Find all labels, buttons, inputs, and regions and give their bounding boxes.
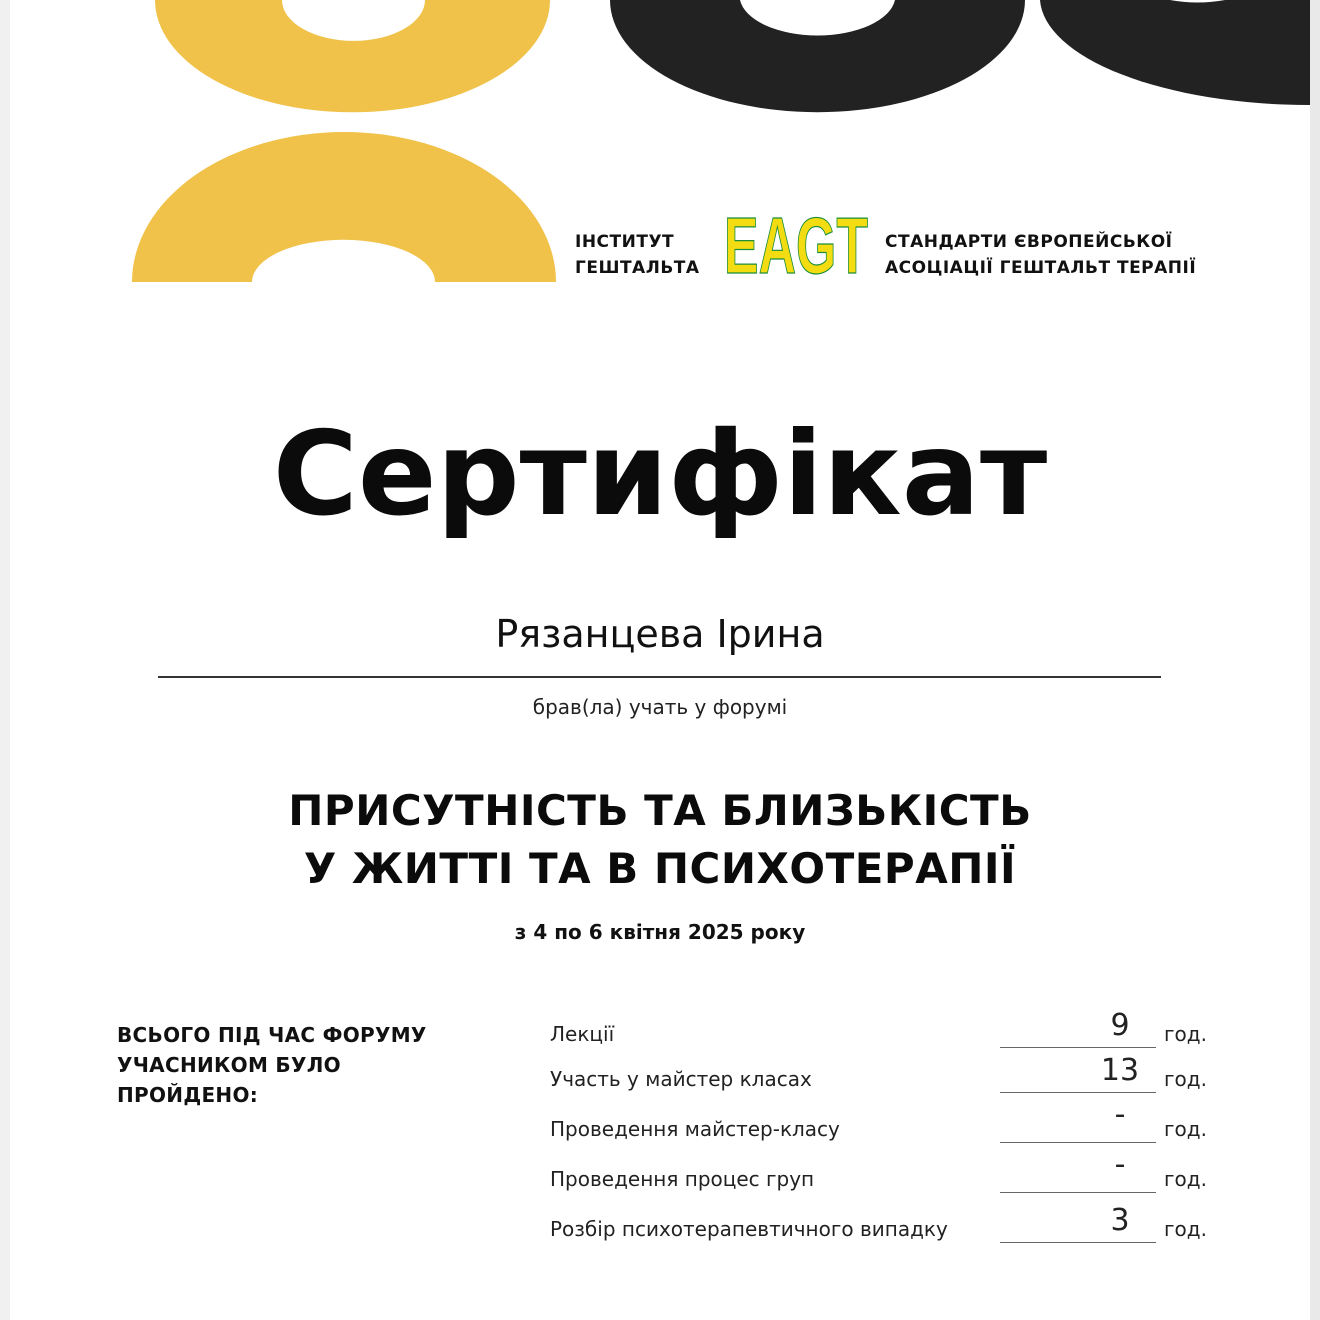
event-dates: з 4 по 6 квітня 2025 року: [514, 920, 806, 944]
hours-unit: год.: [1164, 1167, 1207, 1191]
event-title: [10, 782, 1310, 898]
hours-row-case-analysis: [550, 1203, 1230, 1243]
hours-row-masterclass-participation: [550, 1053, 1230, 1093]
hours-value: -: [1114, 1147, 1126, 1182]
hours-value: 13: [1100, 1053, 1140, 1088]
page-edge: [1310, 0, 1320, 1320]
hours-unit: год.: [1164, 1217, 1207, 1241]
hours-value: -: [1114, 1097, 1126, 1132]
black-ring-middle: [610, 0, 1025, 112]
hours-row-process-groups: [550, 1147, 1230, 1193]
hours-unit: год.: [1164, 1067, 1207, 1091]
standards-line-1: СТАНДАРТИ ЄВРОПЕЙСЬКОЇ: [885, 232, 1173, 252]
institute-name: [575, 229, 700, 281]
recipient-name: Рязанцева Ірина: [495, 612, 825, 656]
hours-row-masterclass-leading: [550, 1097, 1230, 1143]
hours-underline: [1000, 1142, 1156, 1143]
hours-unit: год.: [1164, 1117, 1207, 1141]
summary-line-1: ВСЬОГО ПІД ЧАС ФОРУМУ: [117, 1023, 427, 1047]
hours-underline: [1000, 1092, 1156, 1093]
hours-value: 9: [1110, 1008, 1130, 1043]
certificate-title: Сертифікат: [272, 407, 1048, 542]
institute-line-1: ІНСТИТУТ: [575, 232, 675, 252]
event-title-line-1: ПРИСУТНІСТЬ ТА БЛИЗЬКІСТЬ: [288, 786, 1032, 835]
standards-line-2: АСОЦІАЦІЇ ГЕШТАЛЬТ ТЕРАПІЇ: [885, 258, 1197, 278]
yellow-ring-top-outer: [155, 0, 550, 112]
hours-label: Участь у майстер класах: [550, 1067, 812, 1091]
hours-label: Проведення процес груп: [550, 1167, 815, 1191]
hours-label: Проведення майстер-класу: [550, 1117, 840, 1141]
hours-label: Розбір психотерапевтичного випадку: [550, 1217, 948, 1241]
hours-value: 3: [1110, 1203, 1130, 1238]
eagt-logo: [722, 201, 872, 290]
summary-heading: [117, 1020, 427, 1110]
hours-underline: [1000, 1242, 1156, 1243]
hours-underline: [1000, 1192, 1156, 1193]
institute-line-2: ГЕШТАЛЬТА: [575, 258, 700, 278]
black-ring-right: [1040, 0, 1310, 105]
hours-underline: [1000, 1047, 1156, 1048]
certificate-page: [10, 0, 1310, 1320]
yellow-ring-bottom: [132, 132, 556, 282]
hours-row-lectures: [550, 1008, 1230, 1048]
hours-label: Лекції: [550, 1022, 615, 1046]
participation-text: брав(ла) учать у форумі: [532, 695, 788, 719]
hours-unit: год.: [1164, 1022, 1207, 1046]
summary-line-3: ПРОЙДЕНО:: [117, 1083, 259, 1107]
recipient-underline: [158, 676, 1161, 678]
standards-text: [885, 229, 1196, 281]
event-title-line-2: У ЖИТТІ ТА В ПСИХОТЕРАПІЇ: [303, 844, 1017, 893]
summary-line-2: УЧАСНИКОМ БУЛО: [117, 1053, 341, 1077]
eagt-logo-text: EAGT: [724, 201, 869, 290]
